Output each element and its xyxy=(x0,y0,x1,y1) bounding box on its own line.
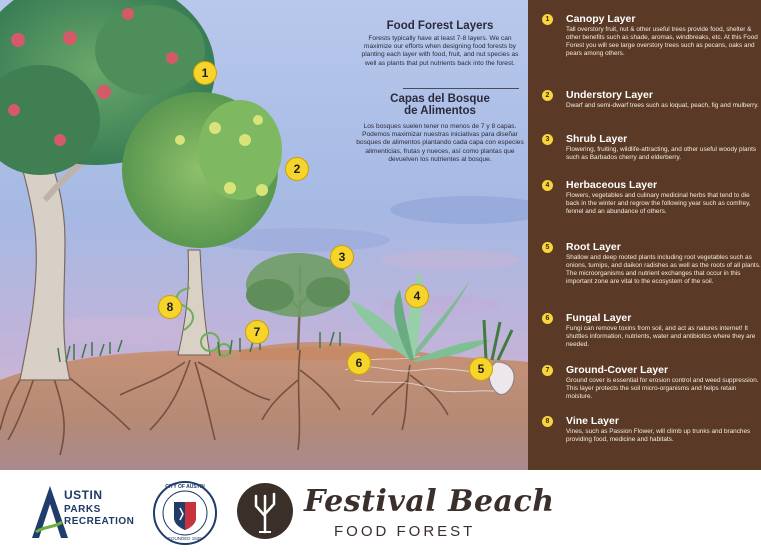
apr-line2: PARKS xyxy=(64,504,101,515)
intro-spanish-text: Los bosques suelen tener no menos de 7 y 8 capas. Podemos maximizar nuestras iniciativas para diseñar bosques de alimentos plantando cada capa con especies alimenticias, frutas y nueces, así como plantas que devuelven los nutrientes al bosque. xyxy=(356,123,524,163)
marker-4: 4 xyxy=(405,284,429,308)
city-seal-top-text: CITY OF AUSTIN xyxy=(165,484,205,490)
layer-description: Flowers, vegetables and culinary medicinal herbs that tend to die back in the winter and regrow the following year such as comfrey, fennel and an abundance of others. xyxy=(566,192,751,215)
marker-8: 8 xyxy=(158,295,182,319)
brand-title: Festival Beach xyxy=(304,484,555,519)
marker-3: 3 xyxy=(330,245,354,269)
fork-tree-logo-icon xyxy=(236,482,294,540)
layer-number-badge: 5 xyxy=(542,242,553,253)
apr-line3: RECREATION xyxy=(64,516,135,527)
layer-number-badge: 1 xyxy=(542,14,553,25)
layer-title: Root Layer xyxy=(566,241,621,253)
apr-line1: USTIN xyxy=(64,488,103,502)
layer-title: Ground-Cover Layer xyxy=(566,364,669,376)
layer-description: Shallow and deep rooted plants including root vegetables such as onions, turnips, and daikon radishes as well as the roots of all plants. The microorganisms and nutrient exchanges that occur in this important zone are vital to the ecosystem of the soil. xyxy=(566,254,761,285)
intro-english-title: Food Forest Layers xyxy=(386,20,494,32)
layer-title: Herbaceous Layer xyxy=(566,179,658,191)
intro-english-text: Forests typically have at least 7-8 layers. We can maximize our efforts when designing food forests by planting each layer with food, fruit, and nut species as well as plants that put nutrients back into the forest. xyxy=(361,35,519,67)
intro-spanish-title-line1: Capas del Bosque xyxy=(390,93,490,105)
layer-title: Understory Layer xyxy=(566,89,653,101)
layer-number-badge: 6 xyxy=(542,313,553,324)
intro-english xyxy=(355,20,525,68)
layer-number-badge: 8 xyxy=(542,416,553,427)
layer-title: Shrub Layer xyxy=(566,133,628,145)
marker-6: 6 xyxy=(347,351,371,375)
layer-description: Ground cover is essential for erosion control and weed suppression. This layer protects the soil micro-organisms and helps retain moisture. xyxy=(566,377,759,400)
marker-7: 7 xyxy=(245,320,269,344)
layer-number-badge: 7 xyxy=(542,365,553,376)
layer-number-badge: 3 xyxy=(542,134,553,145)
layer-number-badge: 2 xyxy=(542,90,553,101)
footer-logos xyxy=(0,470,761,552)
marker-1: 1 xyxy=(193,61,217,85)
layer-description: Vines, such as Passion Flower, will climb up trunks and branches providing food, medicine and habitats. xyxy=(566,428,751,443)
layer-description: Flowering, fruiting, wildlife-attracting, and other useful woody plants such as Barbados cherry and elderberry. xyxy=(566,146,757,161)
soil xyxy=(0,347,528,470)
layer-description: Dwarf and semi-dwarf trees such as loquat, peach, fig and mulberry. xyxy=(566,102,759,109)
intro-spanish-title-line2: de Alimentos xyxy=(404,105,476,117)
marker-5: 5 xyxy=(469,357,493,381)
layer-title: Vine Layer xyxy=(566,415,619,427)
layer-description: Tall overstory fruit, nut & other useful trees provide food, shelter & other benefits such as shade, aromas, windbreaks, etc. At this Food Forest you will see large overstory trees such as pecans, oaks and pears among others. xyxy=(566,26,758,57)
intro-divider xyxy=(403,88,519,89)
layer-title: Canopy Layer xyxy=(566,13,636,25)
city-seal-bottom-text: FOUNDED 1839 xyxy=(168,536,202,541)
layer-description: Fungi can remove toxins from soil, and act as natures internet! It shuttles information, nutrients, water and antibiotics where they are needed. xyxy=(566,325,756,348)
layer-title: Fungal Layer xyxy=(566,312,632,324)
intro-spanish xyxy=(355,93,525,164)
brand-subtitle: FOOD FOREST xyxy=(334,523,476,540)
layer-number-badge: 4 xyxy=(542,180,553,191)
marker-2: 2 xyxy=(285,157,309,181)
